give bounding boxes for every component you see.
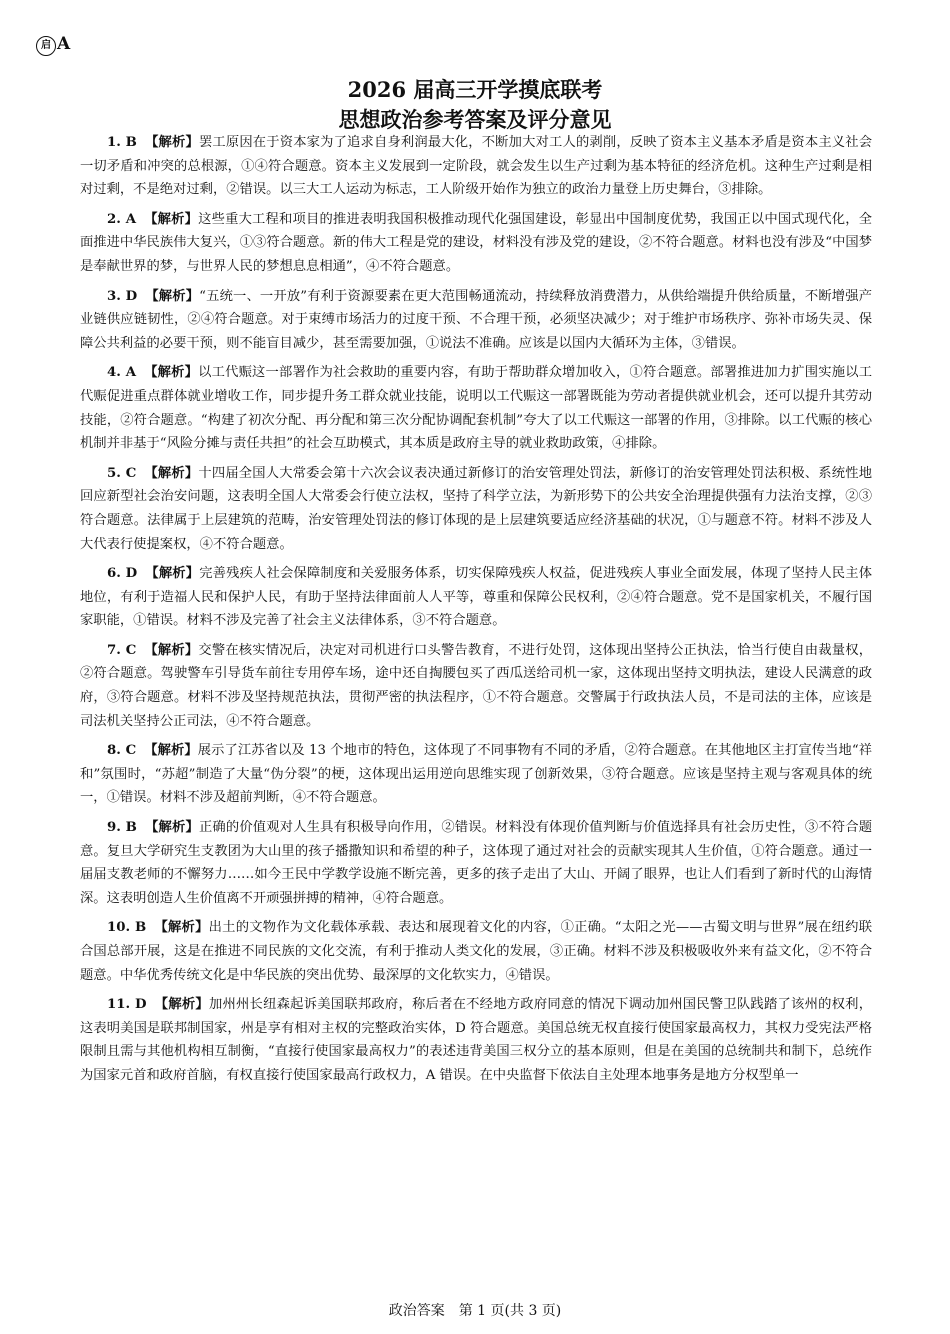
analysis-text: 正确的价值观对人生具有积极导向作用，②错误。材料没有体现价值判断与价值选择具有社会历史性，③不符合题意。复旦大学研究生支教团为大山里的孩子播撒知识和希望的种子，这体现了通过对社会的贡献实现其人生价值，①符合题意。通过一届届支教老师的不懈努力……如今王民中学教学设施不断完善，更多的孩子走出了大山、开阔了眼界，也让人们看到了新时代的山海情深。这表明创造人生价值离不开顽强拼搏的精神，④符合题意。 [80, 820, 873, 906]
answer-item [80, 639, 872, 733]
seal-mark: 启 [36, 36, 56, 56]
answer-item [80, 562, 872, 633]
analysis-tag: 【解析】 [144, 743, 198, 759]
question-number: 8. C [107, 743, 137, 759]
analysis-text: 以工代赈这一部署作为社会救助的重要内容，有助于帮助群众增加收入，①符合题意。部署推进加力扩围实施以工代赈促进重点群体就业增收工作，同步提升务工群众就业技能，说明以工代赈这一部署既能为劳动者提供就业机会，还可以提升其劳动技能，②符合题意。“构建了初次分配、再分配和第三次分配协调配套机制”夸大了以工代赈这一部署的作用，③排除。以工代赈的核心机制并非基于“风险分摊与责任共担”的社会互助模式，其本质是政府主导的就业救助政策，④排除。 [80, 365, 873, 452]
answer-item [80, 993, 872, 1087]
analysis-text: 十四届全国人大常委会第十六次会议表决通过新修订的治安管理处罚法，新修订的治安管理处罚法积极、系统性地回应新型社会治安问题，这表明全国人大常委会行使立法权，坚持了科学立法，为新形势下的公共安全治理提供强有力法治支撑，②③符合题意。法律属于上层建筑的范畴，治安管理处罚法的修订体现的是上层建筑要适应经济基础的状况，①与题意不符。材料不涉及人大代表行使提案权，④不符合题意。 [80, 465, 873, 552]
answer-item [80, 739, 872, 810]
question-number: 10. B [107, 920, 147, 936]
answer-item [80, 208, 872, 279]
analysis-text: 加州州长纽森起诉美国联邦政府，称后者在不经地方政府同意的情况下调动加州国民警卫队践踏了该州的权利，这表明美国是联邦制国家，州是享有相对主权的完整政治实体，D 符合题意。美国总统无权直接行使国家最高权力，其权力受宪法严格限制且需与其他机构相互制衡，“直接行使国家最高权力”的表述违背美国三权分立的基本原则，但是在美国的总统制共和制下，总统作为国家元首和政府首脑，有权直接行使国家最高行政权力，A 错误。在中央监督下依法自主处理本地事务是地方分权型单一 [80, 997, 873, 1083]
question-number: 11. D [107, 997, 147, 1013]
analysis-text: 罢工原因在于资本家为了追求自身利润最大化，不断加大对工人的剥削，反映了资本主义基本矛盾是资本主义社会一切矛盾和冲突的总根源，①④符合题意。资本主义发展到一定阶段，就会发生以生产过剩为基本特征的经济危机。这种生产过剩是相对过剩，不是绝对过剩，②错误。以三大工人运动为标志，工人阶级开始作为独立的政治力量登上历史舞台，③排除。 [80, 135, 873, 198]
paper-version-label: A [57, 34, 71, 54]
analysis-tag: 【解析】 [144, 211, 199, 227]
answer-item [80, 361, 872, 455]
analysis-text: 展示了江苏省以及 13 个地市的特色，这体现了不同事物有不同的矛盾，②符合题意。在其他地区主打宣传当地“祥和”氛围时，“苏超”制造了大量“伪分裂”的梗，这体现出运用逆向思维实现了创新效果，③符合题意。应该是坚持主观与客观具体的统一，①错误。材料不涉及超前判断，④不符合题意。 [80, 743, 873, 806]
answer-item [80, 462, 872, 556]
question-number: 9. B [107, 820, 137, 836]
question-number: 1. B [107, 135, 137, 150]
analysis-tag: 【解析】 [144, 820, 199, 836]
answer-item [80, 131, 872, 202]
page-footer: 政治答案 第 1 页(共 3 页) [388, 1303, 562, 1319]
exam-title: 2026 届高三开学摸底联考 [347, 77, 603, 102]
analysis-tag: 【解析】 [144, 365, 199, 381]
analysis-tag: 【解析】 [154, 920, 209, 936]
answer-item [80, 816, 872, 910]
paper-corner-mark [36, 34, 70, 56]
analysis-tag: 【解析】 [144, 135, 199, 150]
question-number: 7. C [107, 642, 137, 658]
analysis-text: 完善残疾人社会保障制度和关爱服务体系，切实保障残疾人权益，促进残疾人事业全面发展，体现了坚持人民主体地位，有利于造福人民和保护人民，有助于坚持法律面前人人平等，尊重和保障公民权利，②④符合题意。党不是国家机关，不履行国家职能，①错误。材料不涉及完善了社会主义法律体系，③不符合题意。 [80, 566, 873, 629]
analysis-tag: 【解析】 [145, 566, 200, 582]
analysis-text: 交警在核实情况后，决定对司机进行口头警告教育，不进行处罚，这体现出坚持公正执法，恰当行使自由裁量权，②符合题意。驾驶警车引导货车前往专用停车场，途中还自掏腰包买了西瓜送给司机一家，这体现出坚持文明执法，建设人民满意的政府，③符合题意。材料不涉及坚持规范执法，贯彻严密的执法程序，①不符合题意。交警属于行政执法人员，不是司法的主体，应该是司法机关坚持公正司法，④不符合题意。 [80, 642, 873, 729]
analysis-text: 这些重大工程和项目的推进表明我国积极推动现代化强国建设，彰显出中国制度优势，我国正以中国式现代化，全面推进中华民族伟大复兴，①③符合题意。新的伟大工程是党的建设，材料没有涉及党的建设，②不符合题意。材料也没有涉及“中国梦是奉献世界的梦，与世界人民的梦想息息相通”，④不符合题意。 [80, 211, 873, 274]
analysis-text: 出土的文物作为文化载体承载、表达和展现着文化的内容，①正确。“太阳之光——古蜀文明与世界”展在纽约联合国总部开展，这是在推进不同民族的文化交流，有利于推动人类文化的发展，③正确。材料不涉及积极吸收外来有益文化，②不符合题意。中华优秀传统文化是中华民族的突出优势、最深厚的文化软实力，④错误。 [80, 920, 872, 983]
question-number: 3. D [107, 288, 138, 304]
answer-key-title: 思想政治参考答案及评分意见 [338, 108, 612, 132]
analysis-tag: 【解析】 [145, 288, 200, 304]
answer-item [80, 916, 872, 987]
answer-list [80, 131, 872, 1094]
analysis-tag: 【解析】 [154, 997, 209, 1013]
question-number: 2. A [107, 211, 137, 227]
answer-item [80, 285, 872, 356]
question-number: 6. D [107, 566, 138, 582]
analysis-tag: 【解析】 [144, 465, 199, 481]
question-number: 4. A [107, 365, 137, 381]
analysis-tag: 【解析】 [144, 642, 199, 658]
question-number: 5. C [107, 465, 137, 481]
analysis-text: “五统一、一开放”有利于资源要素在更大范围畅通流动，持续释放消费潜力，从供给端提升供给质量，不断增强产业链供应链韧性，②④符合题意。对于束缚市场活力的过度干预、不合理干预，必须坚决减少；对于维护市场秩序、弥补市场失灵、保障公共利益的必要干预，则不能盲目减少，甚至需要加强，①说法不准确。应该是以国内大循环为主体，③错误。 [80, 288, 872, 351]
